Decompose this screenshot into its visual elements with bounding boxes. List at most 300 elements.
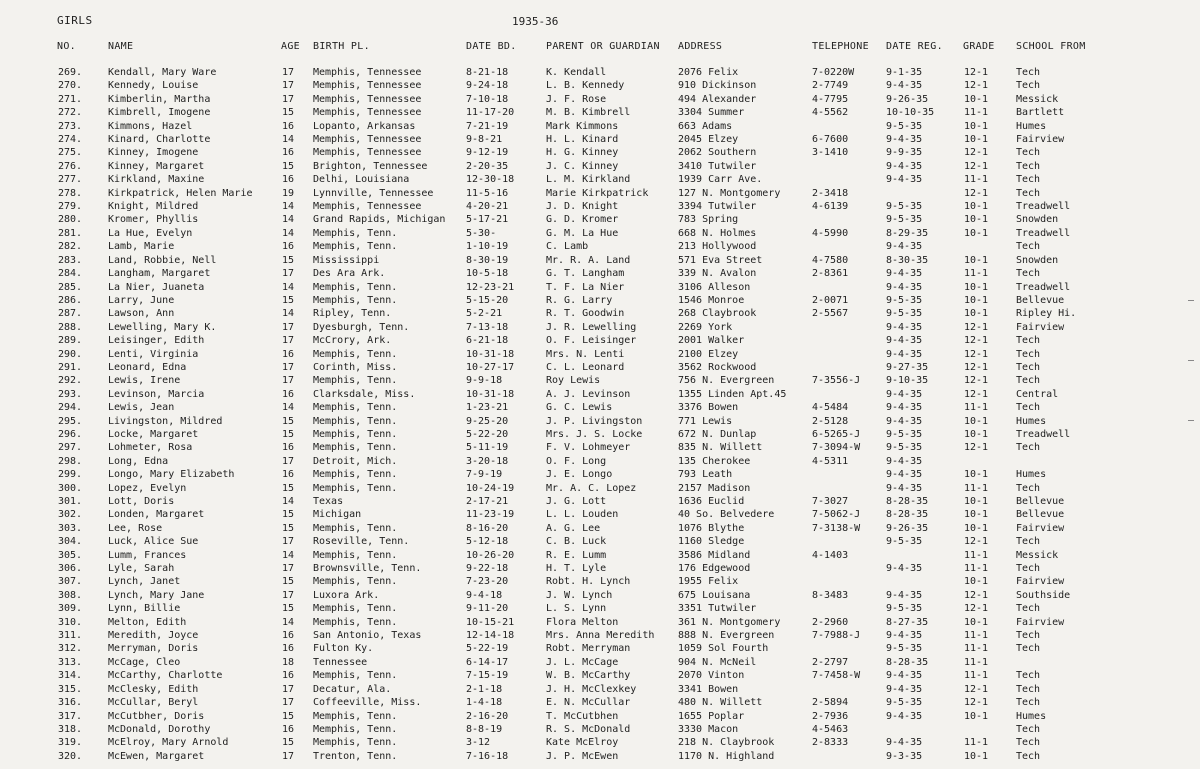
- parent-guardian-cell: K. Kendall: [546, 67, 607, 78]
- table-row: [0, 66, 1200, 79]
- date-born-cell: 4-20-21: [466, 201, 509, 213]
- telephone-cell: 6-7600: [812, 134, 849, 146]
- date-born-cell: 7-13-18: [466, 321, 509, 333]
- row-number-cell: 312.: [58, 643, 83, 655]
- address-cell: 1955 Felix: [678, 576, 739, 588]
- student-name-cell: Kimmons, Hazel: [108, 120, 193, 132]
- table-row: [0, 334, 1200, 347]
- age-cell: 15: [282, 603, 295, 615]
- date-registered-cell: 9-10-35: [886, 375, 929, 387]
- grade-cell: 10-1: [964, 750, 989, 762]
- date-born-cell: 5-22-20: [466, 428, 509, 440]
- parent-guardian-cell: C. Lamb: [546, 241, 589, 253]
- table-row: [0, 240, 1200, 253]
- date-born-cell: 11-5-16: [466, 187, 509, 199]
- table-row: [0, 227, 1200, 240]
- birth-place-cell: Trenton, Tenn.: [313, 750, 398, 762]
- student-name-cell: La Nier, Juaneta: [108, 281, 205, 293]
- age-cell: 16: [282, 442, 295, 454]
- date-registered-cell: 9-26-35: [886, 93, 929, 105]
- table-row: [0, 374, 1200, 387]
- telephone-cell: 7-0220W: [812, 67, 855, 78]
- parent-guardian-cell: Mrs. Anna Meredith: [546, 630, 655, 642]
- grade-cell: 12-1: [964, 536, 989, 548]
- date-registered-cell: 10-10-35: [886, 107, 935, 119]
- grade-cell: 11-1: [964, 174, 989, 186]
- telephone-cell: 2-8361: [812, 268, 849, 280]
- grade-cell: 10-1: [964, 227, 989, 239]
- table-row: [0, 723, 1200, 736]
- date-born-cell: 9-22-18: [466, 563, 509, 575]
- table-row: [0, 348, 1200, 361]
- table-row: [0, 549, 1200, 562]
- parent-guardian-cell: J. H. McClexkey: [546, 683, 637, 695]
- row-number-cell: 305.: [58, 549, 83, 561]
- parent-guardian-cell: C. L. Leonard: [546, 361, 625, 373]
- address-cell: 2001 Walker: [678, 335, 745, 347]
- student-name-cell: Levinson, Marcia: [108, 388, 205, 400]
- birth-place-cell: Memphis, Tenn.: [313, 522, 398, 534]
- school-from-cell: Humes: [1016, 469, 1047, 481]
- row-number-cell: 307.: [58, 576, 83, 588]
- address-cell: 1939 Carr Ave.: [678, 174, 763, 186]
- date-registered-cell: 9-4-35: [886, 281, 923, 293]
- age-cell: 17: [282, 80, 295, 92]
- age-cell: 17: [282, 335, 295, 347]
- date-born-cell: 6-14-17: [466, 656, 509, 668]
- student-name-cell: McDonald, Dorothy: [108, 723, 211, 735]
- birth-place-cell: Dyesburgh, Tenn.: [313, 321, 410, 333]
- table-row: [0, 455, 1200, 468]
- student-table-body: [0, 66, 1200, 763]
- date-born-cell: 10-31-18: [466, 388, 515, 400]
- parent-guardian-cell: H. T. Lyle: [546, 563, 607, 575]
- school-from-cell: Treadwell: [1016, 281, 1071, 293]
- school-year: 1935-36: [512, 15, 559, 28]
- school-from-cell: Tech: [1016, 402, 1041, 414]
- date-registered-cell: 9-4-35: [886, 683, 923, 695]
- date-born-cell: 12-23-21: [466, 281, 515, 293]
- table-row: [0, 656, 1200, 669]
- grade-cell: 10-1: [964, 576, 989, 588]
- age-cell: 15: [282, 294, 295, 306]
- row-number-cell: 319.: [58, 737, 83, 749]
- telephone-cell: 2-3418: [812, 187, 849, 199]
- birth-place-cell: Memphis, Tennessee: [313, 107, 422, 119]
- table-row: [0, 522, 1200, 535]
- address-cell: 339 N. Avalon: [678, 268, 757, 280]
- birth-place-cell: Memphis, Tenn.: [313, 603, 398, 615]
- row-number-cell: 290.: [58, 348, 83, 360]
- row-number-cell: 274.: [58, 134, 83, 146]
- table-row: [0, 535, 1200, 548]
- grade-cell: 11-1: [964, 670, 989, 682]
- address-cell: 1546 Monroe: [678, 294, 745, 306]
- table-row: [0, 294, 1200, 307]
- parent-guardian-cell: H. L. Kinard: [546, 134, 619, 146]
- telephone-cell: 2-0071: [812, 294, 849, 306]
- address-cell: 3586 Midland: [678, 549, 751, 561]
- parent-guardian-cell: J. W. Lynch: [546, 589, 613, 601]
- date-registered-cell: 9-27-35: [886, 361, 929, 373]
- age-cell: 16: [282, 241, 295, 253]
- table-row: [0, 482, 1200, 495]
- row-number-cell: 273.: [58, 120, 83, 132]
- margin-tick: [1188, 360, 1194, 361]
- school-from-cell: Treadwell: [1016, 428, 1071, 440]
- date-born-cell: 12-30-18: [466, 174, 515, 186]
- table-row: [0, 495, 1200, 508]
- school-from-cell: Tech: [1016, 80, 1041, 92]
- age-cell: 17: [282, 268, 295, 280]
- birth-place-cell: Texas: [313, 496, 344, 507]
- address-cell: 793 Leath: [678, 469, 733, 481]
- school-from-cell: Treadwell: [1016, 201, 1071, 213]
- student-name-cell: Lumm, Frances: [108, 549, 187, 561]
- date-registered-cell: 9-4-35: [886, 737, 923, 749]
- birth-place-cell: Memphis, Tenn.: [313, 375, 398, 387]
- grade-cell: 12-1: [964, 147, 989, 159]
- table-row: [0, 508, 1200, 521]
- school-from-cell: Tech: [1016, 361, 1041, 373]
- address-cell: 494 Alexander: [678, 93, 757, 105]
- school-from-cell: Bellevue: [1016, 496, 1065, 507]
- table-row: [0, 267, 1200, 280]
- date-born-cell: 9-9-18: [466, 375, 503, 387]
- table-row: [0, 307, 1200, 320]
- row-number-cell: 284.: [58, 268, 83, 280]
- telephone-cell: 4-5311: [812, 455, 849, 467]
- age-cell: 15: [282, 576, 295, 588]
- student-name-cell: Long, Edna: [108, 455, 169, 467]
- row-number-cell: 282.: [58, 241, 83, 253]
- table-row: [0, 642, 1200, 655]
- student-name-cell: McClesky, Edith: [108, 683, 199, 695]
- date-registered-cell: 9-4-35: [886, 134, 923, 146]
- telephone-cell: 2-2797: [812, 656, 849, 668]
- telephone-cell: 7-7988-J: [812, 630, 861, 642]
- student-name-cell: Kimberlin, Martha: [108, 93, 211, 105]
- row-number-cell: 291.: [58, 361, 83, 373]
- birth-place-cell: Roseville, Tenn.: [313, 536, 410, 548]
- date-registered-cell: 9-4-35: [886, 348, 923, 360]
- age-cell: 16: [282, 630, 295, 642]
- date-born-cell: 10-15-21: [466, 616, 515, 628]
- date-registered-cell: 8-28-35: [886, 656, 929, 668]
- parent-guardian-cell: A. G. Lee: [546, 522, 601, 534]
- age-cell: 17: [282, 750, 295, 762]
- birth-place-cell: Memphis, Tenn.: [313, 415, 398, 427]
- row-number-cell: 296.: [58, 428, 83, 440]
- table-row: [0, 589, 1200, 602]
- grade-cell: 12-1: [964, 442, 989, 454]
- col-header-birth-place: BIRTH PL.: [313, 41, 370, 52]
- parent-guardian-cell: T. McCutbhen: [546, 710, 619, 722]
- date-born-cell: 7-9-19: [466, 469, 503, 481]
- date-registered-cell: 9-4-35: [886, 415, 923, 427]
- school-from-cell: Tech: [1016, 442, 1041, 454]
- student-name-cell: McCarthy, Charlotte: [108, 670, 223, 682]
- address-cell: 135 Cherokee: [678, 455, 751, 467]
- row-number-cell: 276.: [58, 160, 83, 172]
- date-registered-cell: 9-4-35: [886, 630, 923, 642]
- address-cell: 904 N. McNeil: [678, 656, 757, 668]
- telephone-cell: 2-7936: [812, 710, 849, 722]
- date-born-cell: 9-24-18: [466, 80, 509, 92]
- grade-cell: 10-1: [964, 496, 989, 507]
- date-born-cell: 10-26-20: [466, 549, 515, 561]
- row-number-cell: 303.: [58, 522, 83, 534]
- parent-guardian-cell: Kate McElroy: [546, 737, 619, 749]
- school-from-cell: Tech: [1016, 737, 1041, 749]
- school-from-cell: Tech: [1016, 147, 1041, 159]
- parent-guardian-cell: G. C. Lewis: [546, 402, 613, 414]
- school-from-cell: Fairview: [1016, 321, 1065, 333]
- col-header-name: NAME: [108, 41, 134, 52]
- student-name-cell: Melton, Edith: [108, 616, 187, 628]
- row-number-cell: 309.: [58, 603, 83, 615]
- age-cell: 14: [282, 227, 295, 239]
- birth-place-cell: Luxora Ark.: [313, 589, 380, 601]
- age-cell: 17: [282, 536, 295, 548]
- table-row: [0, 361, 1200, 374]
- address-cell: 1160 Sledge: [678, 536, 745, 548]
- student-name-cell: Kinard, Charlotte: [108, 134, 211, 146]
- address-cell: 2076 Felix: [678, 67, 739, 78]
- parent-guardian-cell: Mr. A. C. Lopez: [546, 482, 637, 494]
- age-cell: 16: [282, 348, 295, 360]
- col-header-school-from: SCHOOL FROM: [1016, 41, 1086, 52]
- table-row: [0, 629, 1200, 642]
- row-number-cell: 310.: [58, 616, 83, 628]
- grade-cell: 12-1: [964, 160, 989, 172]
- student-name-cell: Kinney, Imogene: [108, 147, 199, 159]
- birth-place-cell: Memphis, Tenn.: [313, 469, 398, 481]
- address-cell: 1059 Sol Fourth: [678, 643, 769, 655]
- col-header-address: ADDRESS: [678, 41, 723, 52]
- date-born-cell: 2-17-21: [466, 496, 509, 507]
- grade-cell: 11-1: [964, 107, 989, 119]
- age-cell: 17: [282, 67, 295, 78]
- telephone-cell: 2-2960: [812, 616, 849, 628]
- address-cell: 668 N. Holmes: [678, 227, 757, 239]
- birth-place-cell: Memphis, Tenn.: [313, 576, 398, 588]
- parent-guardian-cell: Mrs. J. S. Locke: [546, 428, 643, 440]
- parent-guardian-cell: L. M. Kirkland: [546, 174, 631, 186]
- date-registered-cell: 9-4-35: [886, 482, 923, 494]
- grade-cell: 12-1: [964, 67, 989, 78]
- school-from-cell: Tech: [1016, 482, 1041, 494]
- date-born-cell: 7-10-18: [466, 93, 509, 105]
- address-cell: 888 N. Evergreen: [678, 630, 775, 642]
- school-from-cell: Snowden: [1016, 254, 1059, 266]
- student-name-cell: Kinney, Margaret: [108, 160, 205, 172]
- telephone-cell: 3-1410: [812, 147, 849, 159]
- student-name-cell: Lewis, Irene: [108, 375, 181, 387]
- row-number-cell: 286.: [58, 294, 83, 306]
- grade-cell: 10-1: [964, 616, 989, 628]
- parent-guardian-cell: G. T. Langham: [546, 268, 625, 280]
- date-born-cell: 10-5-18: [466, 268, 509, 280]
- table-row: [0, 669, 1200, 682]
- parent-guardian-cell: J. F. Rose: [546, 93, 607, 105]
- address-cell: 783 Spring: [678, 214, 739, 226]
- address-cell: 3330 Macon: [678, 723, 739, 735]
- parent-guardian-cell: Mrs. N. Lenti: [546, 348, 625, 360]
- school-from-cell: Tech: [1016, 630, 1041, 642]
- address-cell: 3304 Summer: [678, 107, 745, 119]
- student-name-cell: McCutbher, Doris: [108, 710, 205, 722]
- school-from-cell: Tech: [1016, 670, 1041, 682]
- col-header-date-registered: DATE REG.: [886, 41, 943, 52]
- student-name-cell: Leisinger, Edith: [108, 335, 205, 347]
- school-from-cell: Tech: [1016, 683, 1041, 695]
- student-name-cell: Larry, June: [108, 294, 175, 306]
- address-cell: 2062 Southern: [678, 147, 757, 159]
- row-number-cell: 299.: [58, 469, 83, 481]
- age-cell: 14: [282, 402, 295, 414]
- date-born-cell: 5-2-21: [466, 308, 503, 320]
- row-number-cell: 317.: [58, 710, 83, 722]
- date-registered-cell: 9-4-35: [886, 402, 923, 414]
- school-from-cell: Bellevue: [1016, 509, 1065, 521]
- school-from-cell: Humes: [1016, 120, 1047, 132]
- date-registered-cell: 9-4-35: [886, 321, 923, 333]
- parent-guardian-cell: J. P. Livingston: [546, 415, 643, 427]
- age-cell: 15: [282, 160, 295, 172]
- school-from-cell: Tech: [1016, 268, 1041, 280]
- birth-place-cell: Memphis, Tenn.: [313, 428, 398, 440]
- age-cell: 16: [282, 147, 295, 159]
- parent-guardian-cell: J. E. Longo: [546, 469, 613, 481]
- row-number-cell: 293.: [58, 388, 83, 400]
- age-cell: 16: [282, 174, 295, 186]
- student-name-cell: Lawson, Ann: [108, 308, 175, 320]
- address-cell: 756 N. Evergreen: [678, 375, 775, 387]
- table-row: [0, 281, 1200, 294]
- row-number-cell: 304.: [58, 536, 83, 548]
- date-born-cell: 1-23-21: [466, 402, 509, 414]
- student-name-cell: McElroy, Mary Arnold: [108, 737, 229, 749]
- row-number-cell: 271.: [58, 93, 83, 105]
- row-number-cell: 272.: [58, 107, 83, 119]
- telephone-cell: 2-5894: [812, 697, 849, 709]
- student-name-cell: McCage, Cleo: [108, 656, 181, 668]
- date-born-cell: 9-12-19: [466, 147, 509, 159]
- row-number-cell: 313.: [58, 656, 83, 668]
- birth-place-cell: Delhi, Louisiana: [313, 174, 410, 186]
- address-cell: 218 N. Claybrook: [678, 737, 775, 749]
- birth-place-cell: Memphis, Tenn.: [313, 402, 398, 414]
- row-number-cell: 285.: [58, 281, 83, 293]
- birth-place-cell: Coffeeville, Miss.: [313, 697, 422, 709]
- date-registered-cell: 9-5-35: [886, 603, 923, 615]
- date-born-cell: 3-20-18: [466, 455, 509, 467]
- age-cell: 17: [282, 683, 295, 695]
- date-registered-cell: 9-4-35: [886, 710, 923, 722]
- birth-place-cell: Corinth, Miss.: [313, 361, 398, 373]
- student-name-cell: Kirkland, Maxine: [108, 174, 205, 186]
- grade-cell: 10-1: [964, 93, 989, 105]
- birth-place-cell: Memphis, Tenn.: [313, 281, 398, 293]
- parent-guardian-cell: Marie Kirkpatrick: [546, 187, 649, 199]
- parent-guardian-cell: Robt. Merryman: [546, 643, 631, 655]
- parent-guardian-cell: J. R. Lewelling: [546, 321, 637, 333]
- parent-guardian-cell: O. F. Long: [546, 455, 607, 467]
- student-name-cell: McCullar, Beryl: [108, 697, 199, 709]
- birth-place-cell: Clarksdale, Miss.: [313, 388, 416, 400]
- address-cell: 213 Hollywood: [678, 241, 757, 253]
- row-number-cell: 283.: [58, 254, 83, 266]
- table-row: [0, 683, 1200, 696]
- address-cell: 3410 Tutwiler: [678, 160, 757, 172]
- row-number-cell: 295.: [58, 415, 83, 427]
- address-cell: 2269 York: [678, 321, 733, 333]
- date-born-cell: 2-1-18: [466, 683, 503, 695]
- age-cell: 15: [282, 428, 295, 440]
- date-born-cell: 11-17-20: [466, 107, 515, 119]
- row-number-cell: 289.: [58, 335, 83, 347]
- date-born-cell: 5-17-21: [466, 214, 509, 226]
- grade-cell: 12-1: [964, 321, 989, 333]
- row-number-cell: 300.: [58, 482, 83, 494]
- student-name-cell: Livingston, Mildred: [108, 415, 223, 427]
- student-name-cell: Lopez, Evelyn: [108, 482, 187, 494]
- address-cell: 1076 Blythe: [678, 522, 745, 534]
- table-row: [0, 388, 1200, 401]
- table-row: [0, 187, 1200, 200]
- parent-guardian-cell: R. G. Larry: [546, 294, 613, 306]
- address-cell: 771 Lewis: [678, 415, 733, 427]
- school-from-cell: Tech: [1016, 348, 1041, 360]
- school-from-cell: Snowden: [1016, 214, 1059, 226]
- row-number-cell: 320.: [58, 750, 83, 762]
- birth-place-cell: Memphis, Tennessee: [313, 80, 422, 92]
- age-cell: 17: [282, 455, 295, 467]
- grade-cell: 12-1: [964, 375, 989, 387]
- school-from-cell: Tech: [1016, 563, 1041, 575]
- date-registered-cell: 9-26-35: [886, 522, 929, 534]
- age-cell: 17: [282, 321, 295, 333]
- col-header-telephone: TELEPHONE: [812, 41, 869, 52]
- date-registered-cell: 9-5-35: [886, 428, 923, 440]
- birth-place-cell: McCrory, Ark.: [313, 335, 392, 347]
- date-registered-cell: 9-5-35: [886, 214, 923, 226]
- age-cell: 16: [282, 120, 295, 132]
- parent-guardian-cell: M. B. Kimbrell: [546, 107, 631, 119]
- school-from-cell: Fairview: [1016, 616, 1065, 628]
- grade-cell: 10-1: [964, 469, 989, 481]
- parent-guardian-cell: R. T. Goodwin: [546, 308, 625, 320]
- grade-cell: 10-1: [964, 214, 989, 226]
- grade-cell: 11-1: [964, 643, 989, 655]
- date-born-cell: 9-25-20: [466, 415, 509, 427]
- age-cell: 14: [282, 201, 295, 213]
- telephone-cell: 2-7749: [812, 80, 849, 92]
- table-row: [0, 401, 1200, 414]
- row-number-cell: 308.: [58, 589, 83, 601]
- address-cell: 835 N. Willett: [678, 442, 763, 454]
- date-born-cell: 12-14-18: [466, 630, 515, 642]
- student-name-cell: Lenti, Virginia: [108, 348, 199, 360]
- date-born-cell: 8-21-18: [466, 67, 509, 78]
- grade-cell: 10-1: [964, 710, 989, 722]
- parent-guardian-cell: E. N. McCullar: [546, 697, 631, 709]
- address-cell: 2100 Elzey: [678, 348, 739, 360]
- table-row: [0, 173, 1200, 186]
- age-cell: 16: [282, 643, 295, 655]
- grade-cell: 12-1: [964, 361, 989, 373]
